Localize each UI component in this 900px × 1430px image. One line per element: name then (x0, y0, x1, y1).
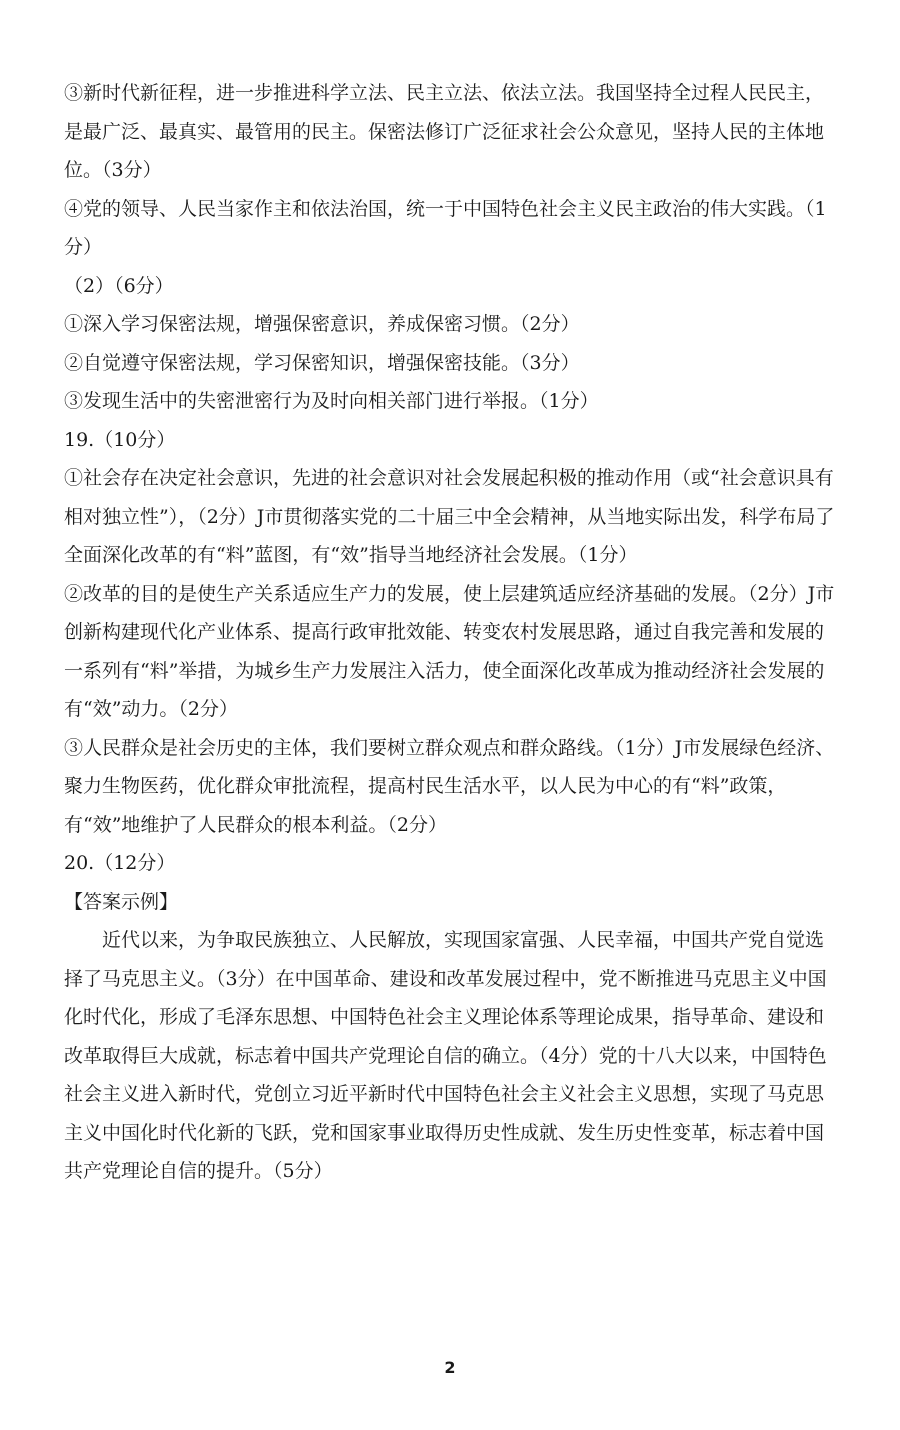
answer-18-2-point-2: ②自觉遵守保密法规，学习保密知识，增强保密技能。（3分） (64, 351, 580, 374)
answer-example-label: 【答案示例】 (64, 890, 179, 913)
answer-page (64, 74, 840, 1191)
answer-19-point-3: ③人民群众是社会历史的主体，我们要树立群众观点和群众路线。（1分）J市发展绿色经济、聚力生物医药，优化群众审批流程，提高村民生活水平，以人民为中心的有“料”政策，有“效”地维护了人民群众的根本利益。（2分） (64, 736, 835, 836)
page-number: 2 (444, 1358, 456, 1377)
answer-18-1-point-4: ④党的领导、人民当家作主和依法治国，统一于中国特色社会主义民主政治的伟大实践。（1分） (64, 197, 827, 258)
answer-19-point-2: ②改革的目的是使生产关系适应生产力的发展，使上层建筑适应经济基础的发展。（2分）J市创新构建现代化产业体系、提高行政审批效能、转变农村发展思路，通过自我完善和发展的一系列有“料”举措，为城乡生产力发展注入活力，使全面深化改革成为推动经济社会发展的有“效”动力。（2分） (64, 582, 835, 720)
answer-18-2-heading: （2）（6分） (64, 274, 174, 297)
question-20-heading: 20.（12分） (64, 852, 176, 874)
question-19-heading: 19.（10分） (64, 428, 176, 451)
answer-18-2-point-3: ③发现生活中的失密泄密行为及时向相关部门进行举报。（1分） (64, 390, 599, 412)
answer-18-2-point-1: ①深入学习保密法规，增强保密意识，养成保密习惯。（2分） (64, 313, 580, 335)
answer-20-essay: 近代以来，为争取民族独立、人民解放，实现国家富强、人民幸福，中国共产党自觉选择了马克思主义。（3分）在中国革命、建设和改革发展过程中，党不断推进马克思主义中国化时代化，形成了毛泽东思想、中国特色社会主义理论体系等理论成果，指导革命、建设和改革取得巨大成就，标志着中国共产党理论自信的确立。（4分）党的十八大以来，中国特色社会主义进入新时代，党创立习近平新时代中国特色社会主义社会主义思想，实现了马克思主义中国化时代化新的飞跃，党和国家事业取得历史性成就、发生历史性变革，标志着中国共产党理论自信的提升。（5分） (64, 929, 827, 1182)
answer-18-1-point-3: ③新时代新征程，进一步推进科学立法、民主立法、依法立法。我国坚持全过程人民民主，是最广泛、最真实、最管用的民主。保密法修订广泛征求社会公众意见，坚持人民的主体地位。（3分） (64, 82, 825, 181)
answer-19-point-1: ①社会存在决定社会意识，先进的社会意识对社会发展起积极的推动作用（或“社会意识具有相对独立性”），（2分）J市贯彻落实党的二十届三中全会精神，从当地实际出发，科学布局了全面深化改革的有“料”蓝图，有“效”指导当地经济社会发展。（1分） (64, 467, 835, 566)
